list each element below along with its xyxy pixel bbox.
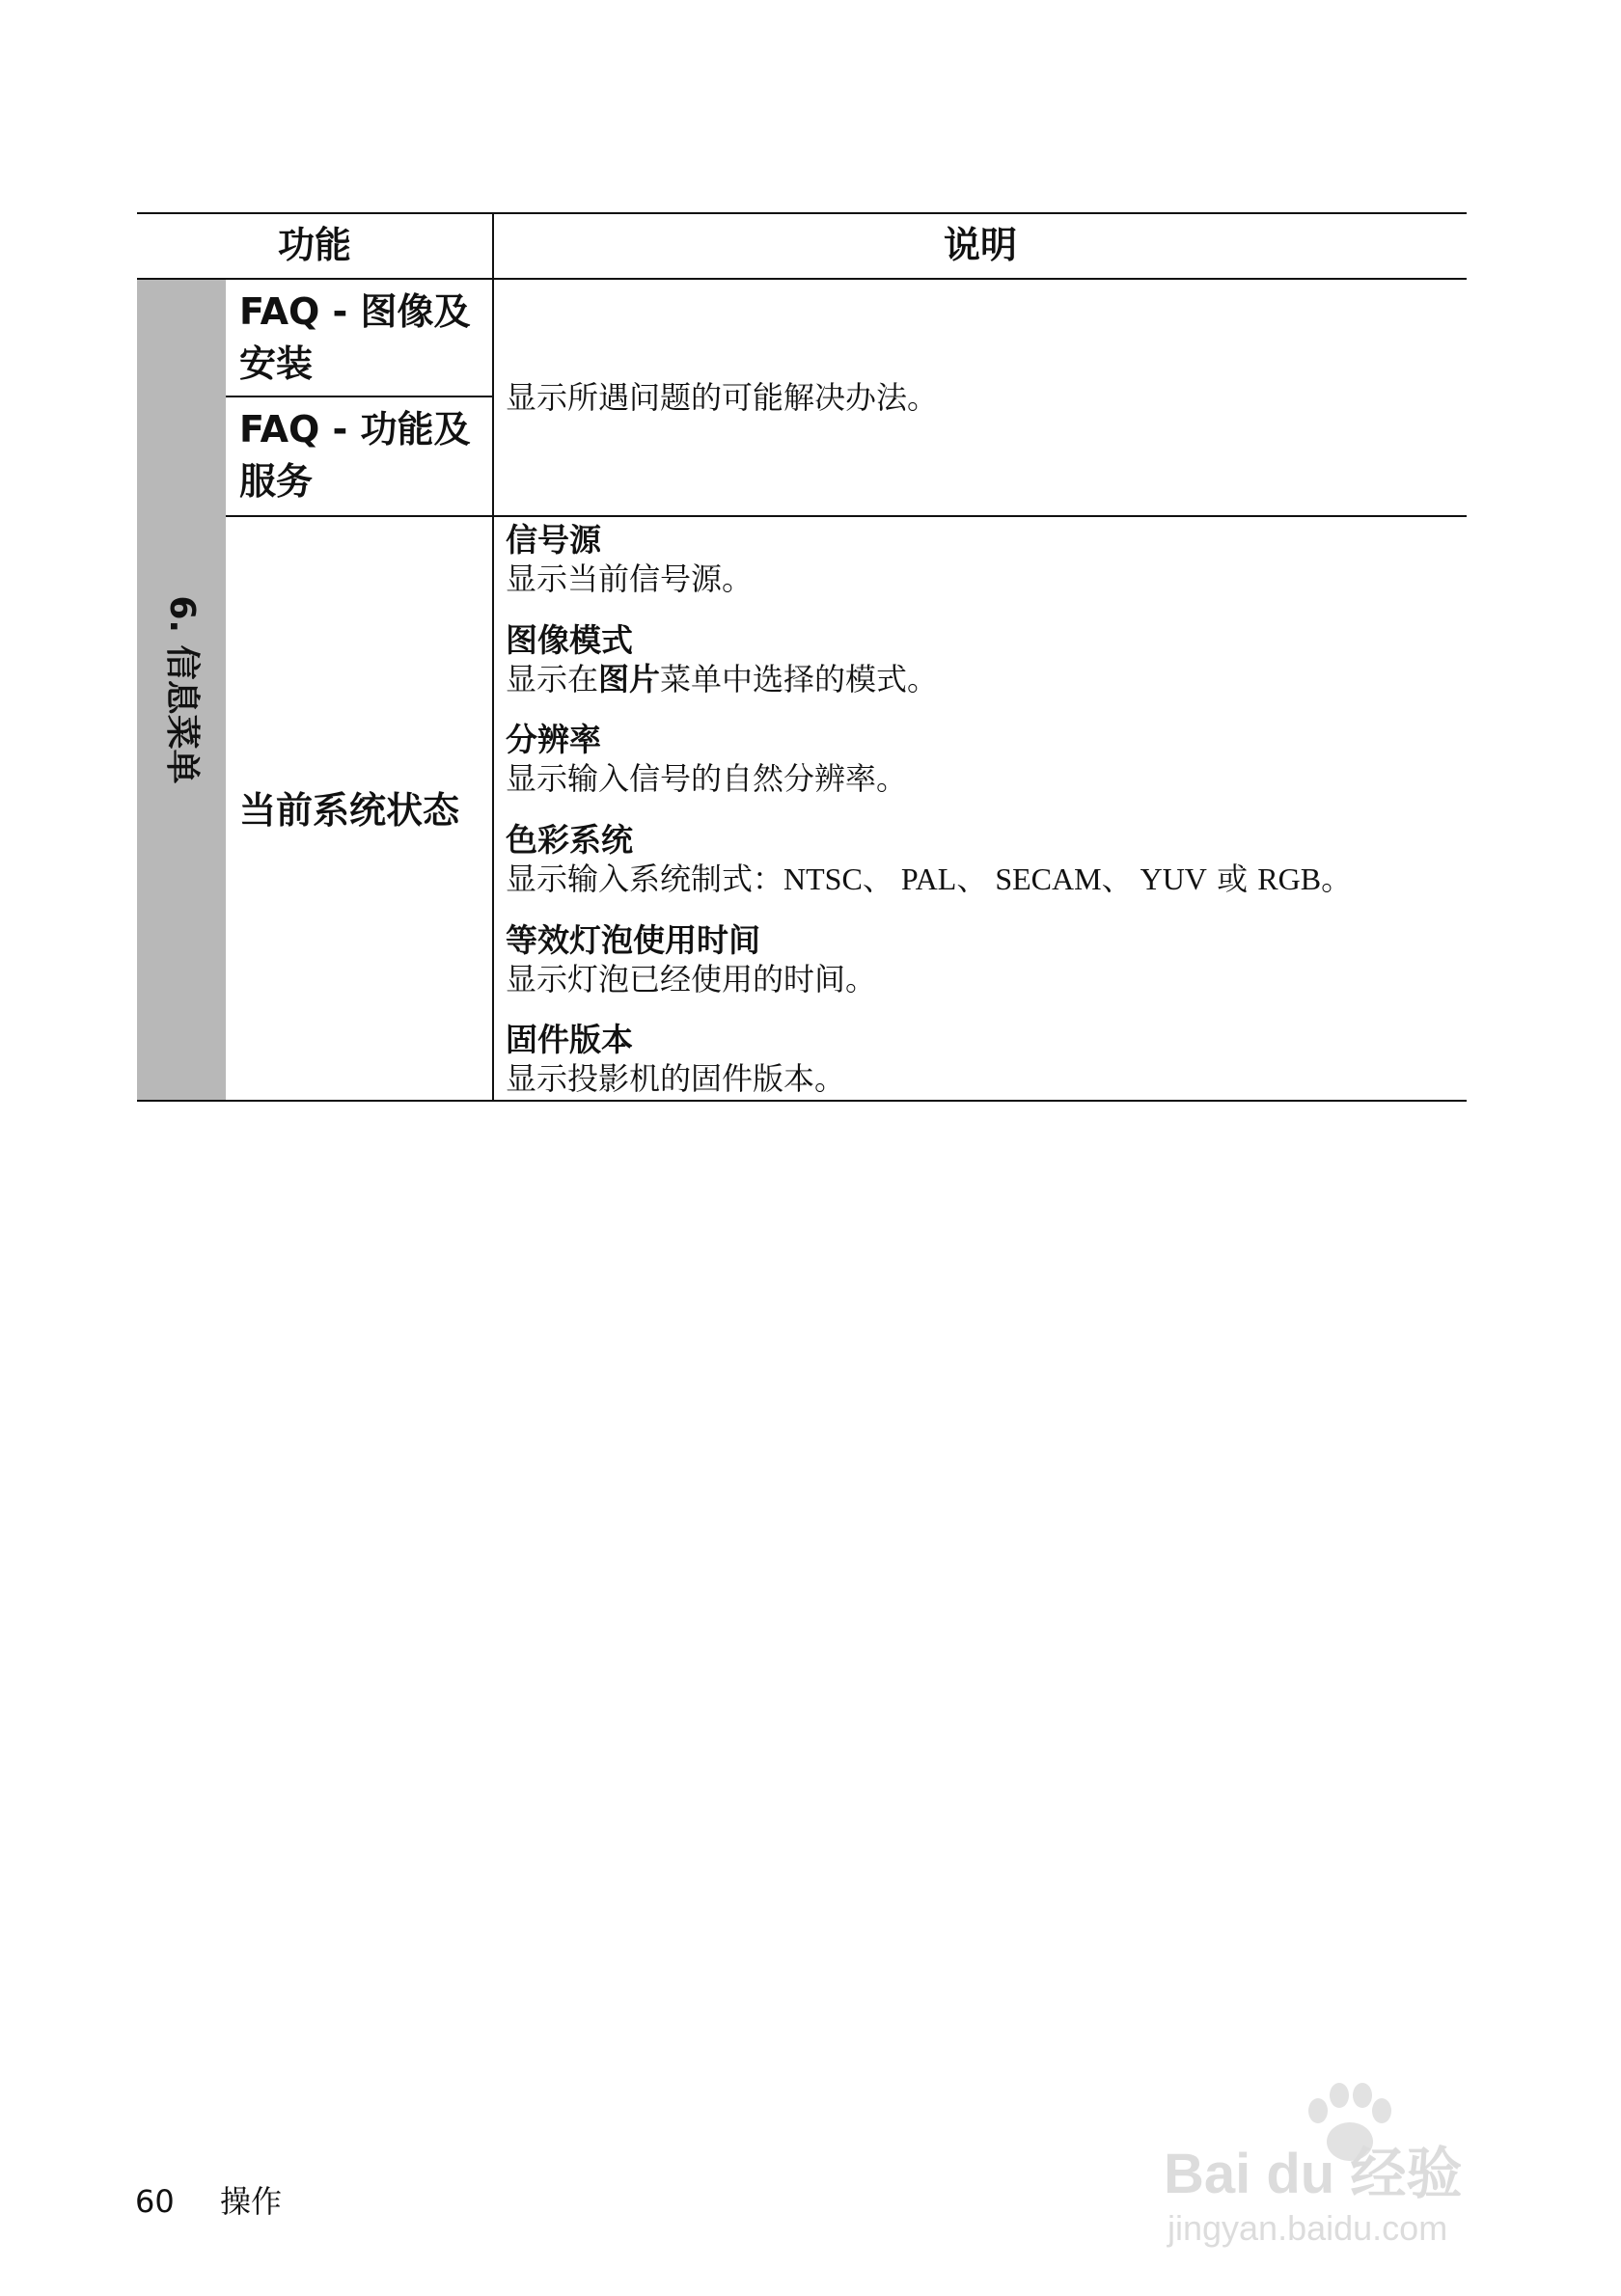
table-top-rule: [137, 212, 1467, 214]
item-text-end: 。: [1321, 861, 1353, 897]
item-title: 等效灯泡使用时间: [506, 921, 760, 959]
table-bottom-rule: [137, 1100, 1467, 1102]
item-title: 色彩系统: [506, 821, 633, 859]
faq-divider-rule: [226, 396, 492, 397]
faq-description: 显示所遇问题的可能解决办法。: [506, 379, 939, 416]
status-item-color-system: [506, 821, 1451, 898]
status-item-firmware: [506, 1021, 1451, 1098]
item-title: 分辨率: [506, 721, 601, 758]
format-rgb: RGB: [1257, 861, 1322, 896]
system-status-label: 当前系统状态: [239, 789, 460, 832]
status-item-signal-source: [506, 521, 1451, 598]
watermark-brand: Bai du 经验: [1164, 2143, 1463, 2205]
faq-function-service-label: FAQ - 功能及服务: [239, 408, 471, 503]
item-text: 显示灯泡已经使用的时间。: [506, 961, 877, 998]
column-divider: [492, 212, 494, 1102]
header-description: 说明: [943, 224, 1017, 266]
item-text-before: 显示输入系统制式：: [506, 861, 784, 897]
header-function: 功能: [277, 224, 351, 266]
watermark-url: jingyan.baidu.com: [1168, 2208, 1448, 2248]
faq-image-install-label: FAQ - 图像及安装: [239, 290, 471, 385]
item-text: 显示当前信号源。: [506, 560, 754, 597]
item-text-after: 菜单中选择的模式。: [660, 661, 939, 697]
status-item-picture-mode: [506, 621, 1451, 698]
item-text-or: 或: [1206, 861, 1258, 897]
item-title: 固件版本: [506, 1021, 633, 1058]
picture-menu-ref: 图片: [598, 661, 661, 697]
footer-section: 操作: [220, 2183, 283, 2220]
status-item-resolution: [506, 721, 1451, 798]
item-text-before: 显示在: [506, 661, 599, 697]
baidu-watermark: [1154, 2074, 1540, 2248]
header-bottom-rule: [137, 278, 1467, 280]
status-item-lamp-hours: [506, 921, 1451, 998]
item-text: [506, 860, 1451, 898]
format-list: NTSC、 PAL、 SECAM、 YUV: [783, 861, 1207, 896]
item-text: 显示投影机的固件版本。: [506, 1060, 846, 1097]
page-number: 60: [135, 2183, 175, 2220]
item-title: 图像模式: [506, 621, 633, 659]
item-text: [506, 660, 1451, 698]
faq-section-bottom-rule: [226, 515, 1467, 517]
section-label: 6. 信息菜单: [162, 595, 202, 784]
item-text: 显示输入信号的自然分辨率。: [506, 760, 908, 797]
item-title: 信号源: [506, 521, 601, 559]
